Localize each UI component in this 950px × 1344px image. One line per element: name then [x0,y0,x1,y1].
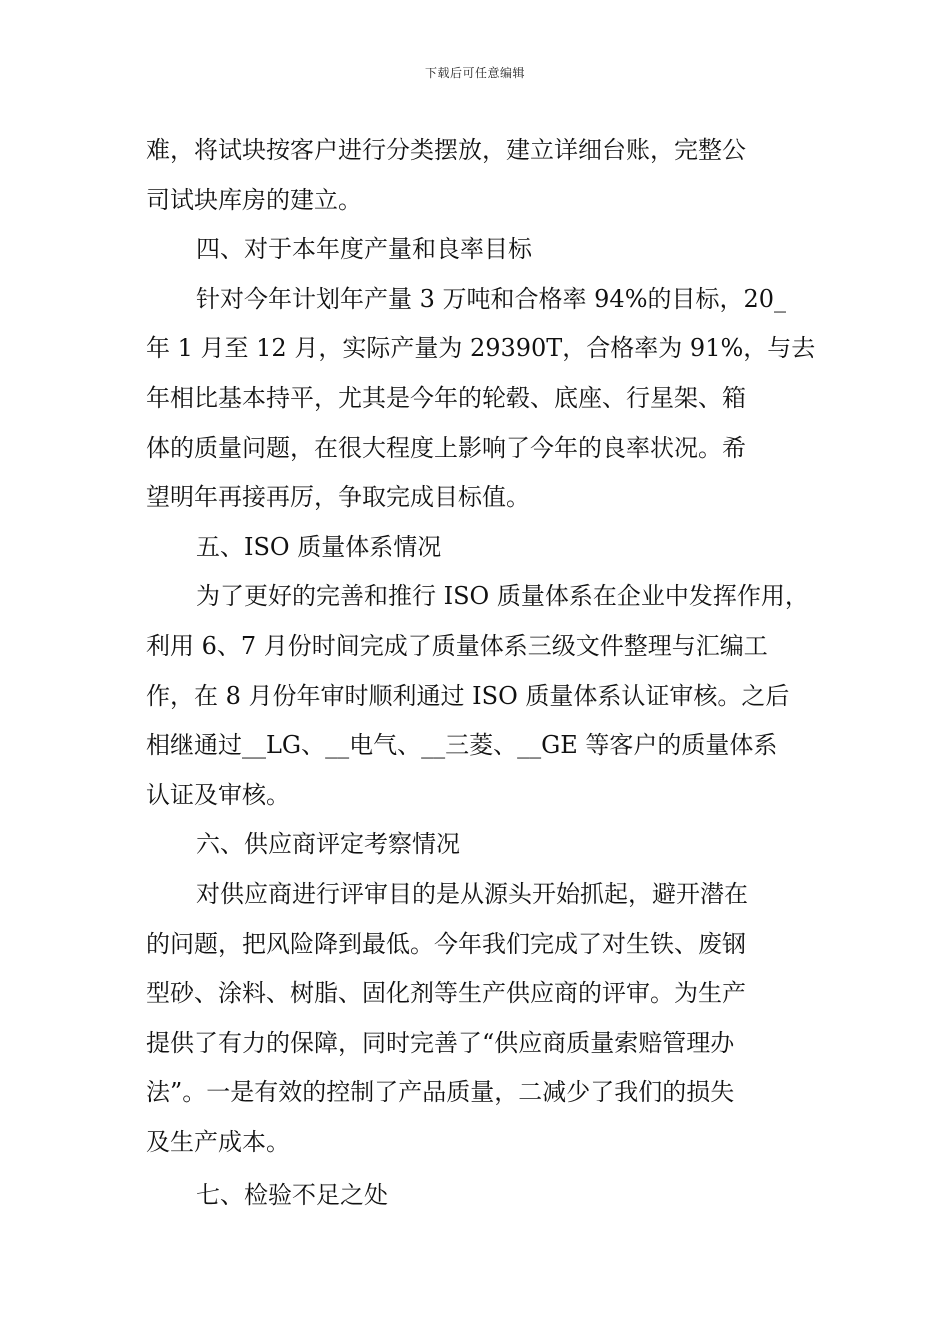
text-line: 难，将试块按客户进行分类摆放，建立详细台账，完整公 [146,136,746,164]
text-line: 的问题，把风险降到最低。今年我们完成了对生铁、废钢 [146,929,746,958]
text-line: 法”。一是有效的控制了产品质量，二减少了我们的损失 [146,1078,735,1107]
text-line: 望明年再接再厉，争取完成目标值。 [146,483,530,512]
text-line: 及生产成本。 [146,1127,290,1156]
section-heading-7: 七、检验不足之处 [196,1181,388,1210]
text-line: 作，在 8 月份年审时顺利通过 ISO 质量体系认证审核。之后 [146,681,790,710]
text-line: 司试块库房的建立。 [146,185,362,214]
text-line: 型砂、涂料、树脂、固化剂等生产供应商的评审。为生产 [146,979,746,1008]
text-line: 对供应商进行评审目的是从源头开始抓起，避开潜在 [196,879,748,908]
text-line: 提供了有力的保障，同时完善了“供应商质量索赔管理办 [146,1028,735,1057]
section-heading-6: 六、供应商评定考察情况 [196,830,460,859]
text-line: 年相比基本持平，尤其是今年的轮毂、底座、行星架、箱 [146,383,746,412]
text-line: 认证及审核。 [146,780,290,809]
section-heading-5: 五、ISO 质量体系情况 [196,532,442,561]
text-line: 年 1 月至 12 月，实际产量为 29390T，合格率为 91%，与去 [146,334,816,363]
text-line: 为了更好的完善和推行 ISO 质量体系在企业中发挥作用， [196,582,809,611]
text-line: 利用 6、7 月份时间完成了质量体系三级文件整理与汇编工 [146,631,768,660]
page-header: 下载后可任意编辑 [424,66,525,80]
text-line: 体的质量问题，在很大程度上影响了今年的良率状况。希 [146,433,746,462]
section-heading-4: 四、对于本年度产量和良率目标 [196,235,532,264]
document-body [146,126,816,1221]
text-line: 相继通过__LG、__电气、__三菱、__GE 等客户的质量体系 [146,731,778,760]
text-line: 针对今年计划年产量 3 万吨和合格率 94%的目标，20_ [196,284,787,313]
